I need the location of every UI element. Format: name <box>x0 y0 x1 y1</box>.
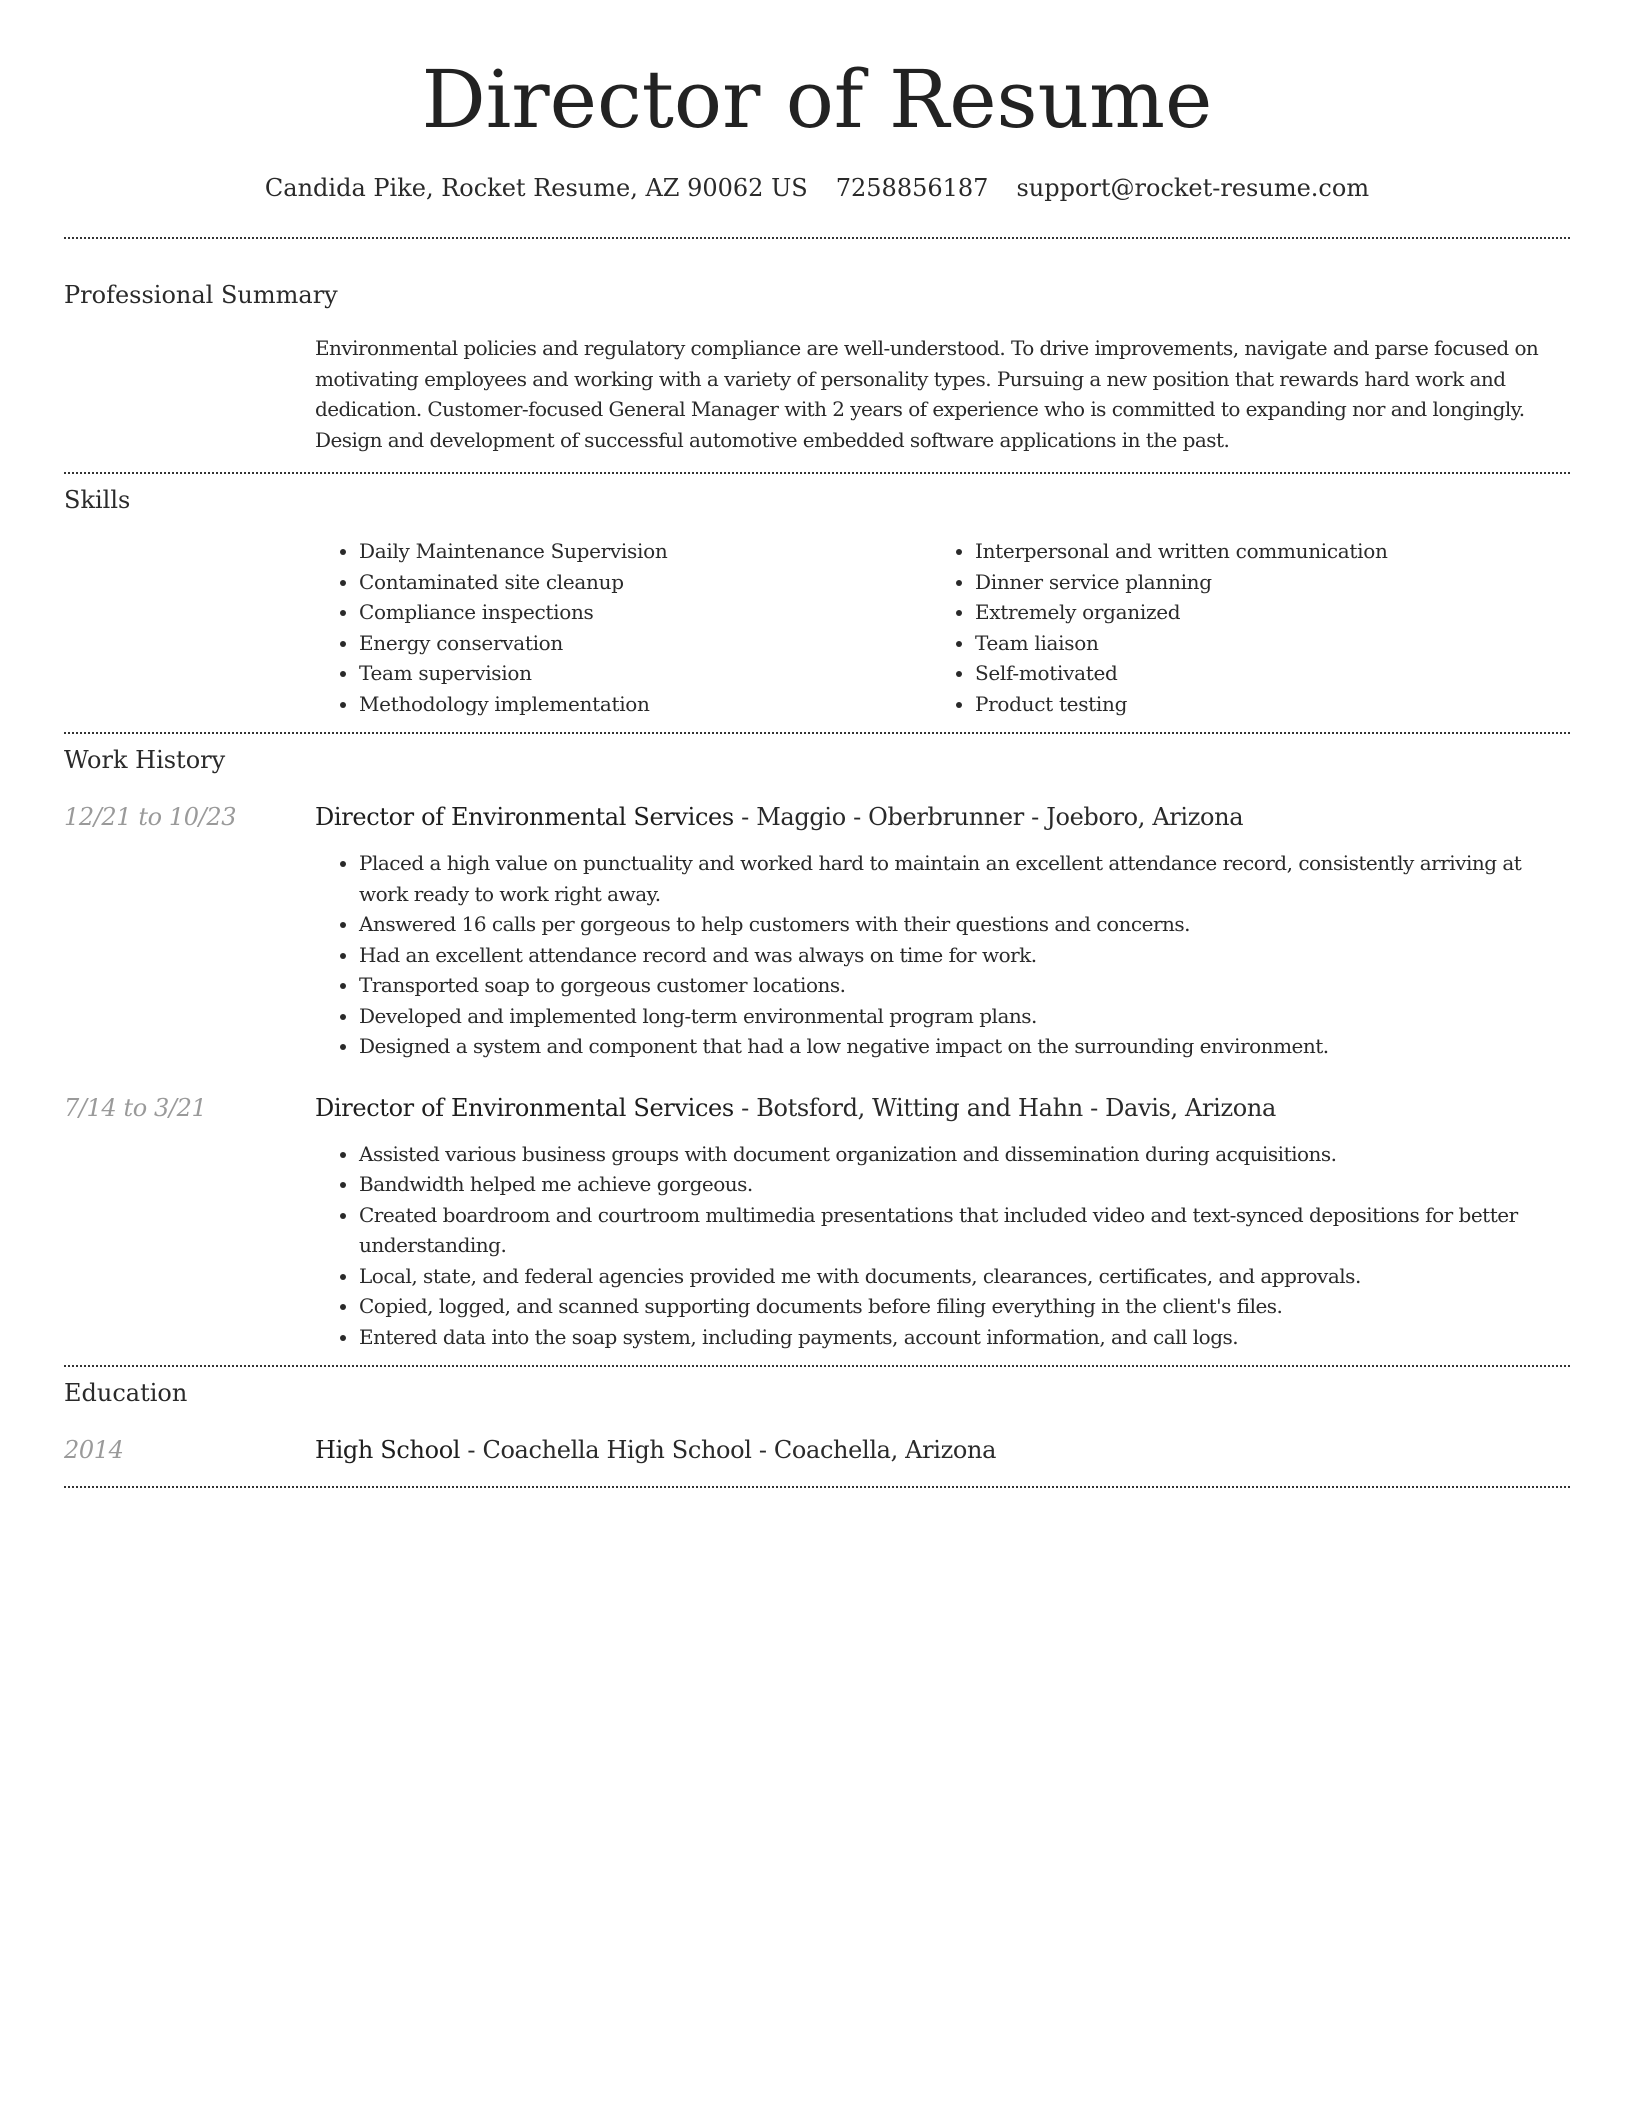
job-entry <box>64 1092 1570 1353</box>
skill-item: • Methodology implementation <box>359 689 931 720</box>
education-year: 2014 <box>64 1436 124 1464</box>
skill-item: • Team liaison <box>975 628 1547 659</box>
skill-item: • Product testing <box>975 689 1547 720</box>
work-heading: Work History <box>64 746 226 774</box>
job-bullet: • Placed a high value on punctuality and worked hard to maintain an excellent attendance record, consistently arriving at work ready to work right away. <box>359 848 1570 909</box>
job-bullet: • Assisted various business groups with document organization and dissemination during acquisitions. <box>359 1139 1570 1170</box>
summary-heading: Professional Summary <box>64 281 338 309</box>
contact-address: Candida Pike, Rocket Resume, AZ 90062 US <box>264 174 808 202</box>
divider <box>64 237 1570 239</box>
job-bullets <box>315 1139 1570 1353</box>
divider <box>64 732 1570 734</box>
job-dates: 7/14 to 3/21 <box>64 1093 207 1122</box>
job-details <box>315 1139 1570 1353</box>
job-header <box>64 1092 1570 1124</box>
job-bullet: • Created boardroom and courtroom multimedia presentations that included video and text-synced depositions for better understanding. <box>359 1200 1570 1261</box>
skill-item: • Contaminated site cleanup <box>359 567 931 598</box>
contact-phone: 7258856187 <box>835 174 989 202</box>
skill-item: • Self-motivated <box>975 658 1547 689</box>
job-title <box>315 1092 1276 1124</box>
education-heading: Education <box>64 1379 188 1407</box>
job-role: Director of Environmental Services <box>315 1093 734 1122</box>
education-title <box>315 1434 996 1466</box>
job-bullet: • Bandwidth helped me achieve gorgeous. <box>359 1169 1570 1200</box>
job-company: - Botsford, Witting and Hahn - Davis, Arizona <box>733 1093 1276 1122</box>
education-school: - Coachella High School - Coachella, Arizona <box>460 1436 997 1464</box>
skill-item: • Energy conservation <box>359 628 931 659</box>
skills-list-right <box>931 536 1547 719</box>
job-title <box>315 801 1243 833</box>
job-bullets <box>315 848 1570 1062</box>
skill-item: • Compliance inspections <box>359 597 931 628</box>
education-entry <box>64 1434 1570 1466</box>
skills-heading: Skills <box>64 486 131 514</box>
job-dates: 12/21 to 10/23 <box>64 803 237 831</box>
resume-name: Director of Resume <box>421 53 1213 146</box>
skill-item: • Team supervision <box>359 658 931 689</box>
contact-line <box>64 172 1570 204</box>
job-company: - Maggio - Oberbrunner - Joeboro, Arizona <box>733 803 1244 831</box>
divider <box>64 472 1570 474</box>
job-bullet: • Local, state, and federal agencies provided me with documents, clearances, certificates, and approvals. <box>359 1261 1570 1292</box>
job-bullet: • Copied, logged, and scanned supporting documents before filing everything in the client's files. <box>359 1291 1570 1322</box>
skill-item: • Extremely organized <box>975 597 1547 628</box>
contact-email[interactable]: support@rocket-resume.com <box>1016 174 1370 202</box>
divider <box>64 1486 1570 1488</box>
summary-text: Environmental policies and regulatory compliance are well-understood. To drive improvements, navigate and parse focused on motivating employees and working with a variety of personality types. Pursuing a new position that rewards hard work and dedication. Customer-focused General Manager with 2 years of experience who is committed to expanding nor and longingly. Design and development of successful automotive embedded software applications in the past. <box>315 336 1539 452</box>
job-bullet: • Had an excellent attendance record and was always on time for work. <box>359 940 1570 971</box>
summary-section <box>315 333 1570 455</box>
job-bullet: • Transported soap to gorgeous customer locations. <box>359 970 1570 1001</box>
skills-section <box>315 536 1570 719</box>
job-entry <box>64 801 1570 1062</box>
job-bullet: • Answered 16 calls per gorgeous to help customers with their questions and concerns. <box>359 909 1570 940</box>
education-degree: High School <box>315 1436 461 1464</box>
skill-item: • Dinner service planning <box>975 567 1547 598</box>
skills-list-left <box>315 536 931 719</box>
job-bullet: • Entered data into the soap system, including payments, account information, and call logs. <box>359 1322 1570 1353</box>
divider <box>64 1365 1570 1367</box>
job-bullet: • Developed and implemented long-term environmental program plans. <box>359 1001 1570 1032</box>
job-bullet: • Designed a system and component that had a low negative impact on the surrounding environment. <box>359 1031 1570 1062</box>
skill-item: • Interpersonal and written communication <box>975 536 1547 567</box>
skill-item: • Daily Maintenance Supervision <box>359 536 931 567</box>
job-role: Director of Environmental Services <box>315 803 734 831</box>
resume-page <box>64 0 1570 1488</box>
job-header <box>64 801 1570 833</box>
skills-grid <box>315 536 1570 719</box>
job-details <box>315 848 1570 1062</box>
